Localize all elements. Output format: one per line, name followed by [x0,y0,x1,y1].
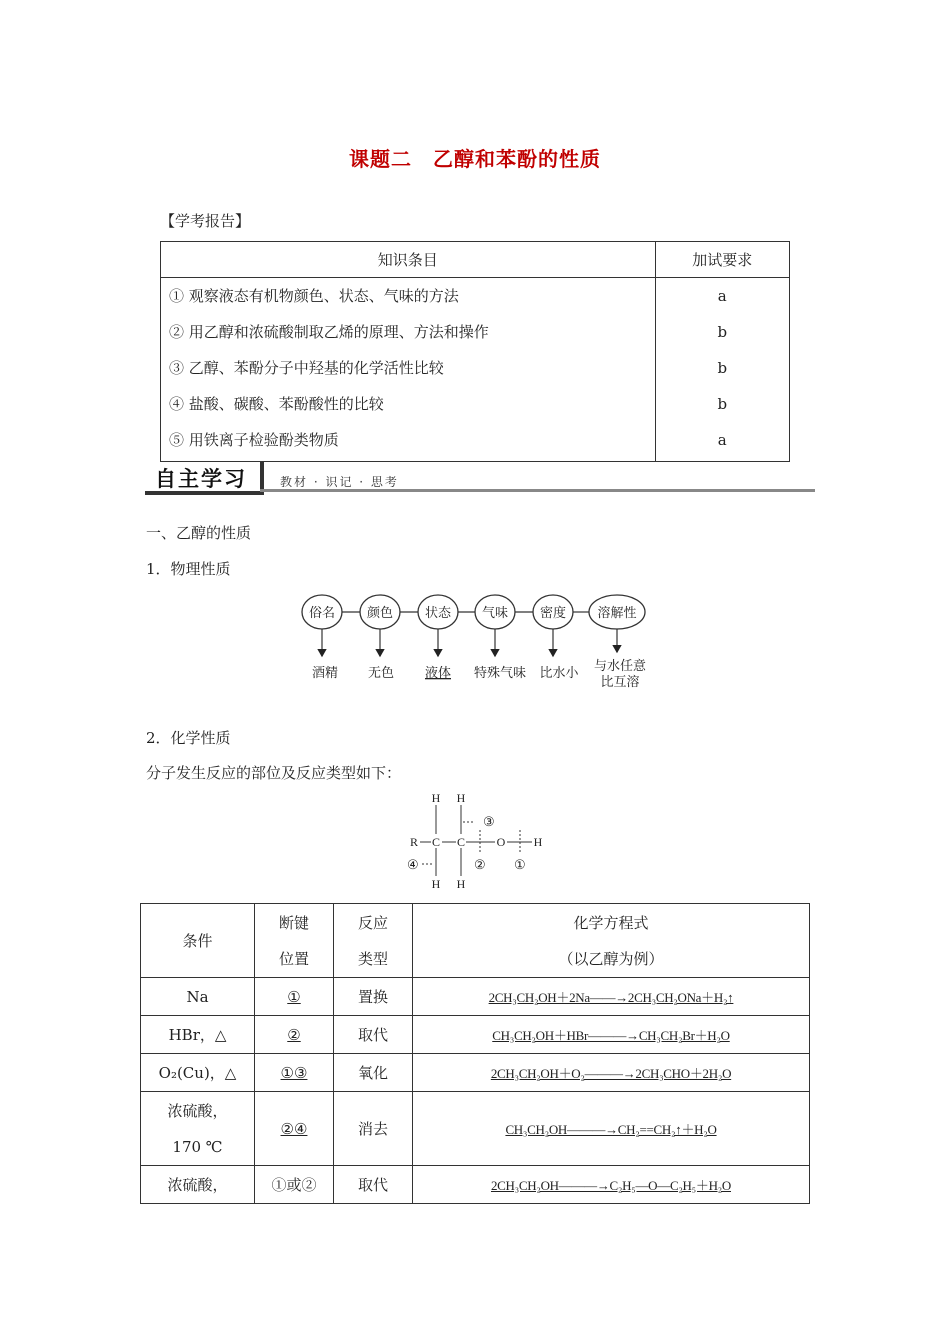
svg-text:密度: 密度 [539,606,567,621]
report-level: a [717,287,727,305]
chem-row [141,1092,810,1166]
chem-equation: CH₃CH₂OH＋HBr———→CH₃CH₂Br＋H₂O [413,1016,810,1054]
chem-type: 取代 [334,1016,413,1054]
atom-c: C [431,835,441,849]
report-level: b [717,323,728,341]
chem-condition: 浓硫酸， [141,1166,255,1204]
report-table [160,241,790,462]
heading-chemical-properties: 2．化学性质 [146,729,231,747]
chem-header-bond: 断键 位置 [255,904,334,978]
page-title: 课题二 乙醇和苯酚的性质 [349,147,601,171]
report-item: ② 用乙醇和浓硫酸制取乙烯的原理、方法和操作 [169,323,489,341]
chem-equation: 2CH₃CH₂OH＋O₂———→2CH₃CHO＋2H₂O [413,1054,810,1092]
report-level: b [717,359,728,377]
chem-bond: ① [255,978,334,1016]
chem-row [141,978,810,1016]
report-item: ① 观察液态有机物颜色、状态、气味的方法 [169,287,459,305]
chem-type: 取代 [334,1166,413,1204]
chem-condition: 浓硫酸， 170 ℃ [141,1092,255,1166]
section-header [145,461,815,496]
report-header-row [161,242,790,278]
chem-header-row [141,904,810,978]
chem-type: 置换 [334,978,413,1016]
value-solubility-line1: 与水任意 [593,659,647,674]
chem-row [141,1016,810,1054]
marker-4: ④ [407,857,419,872]
report-level: b [717,395,728,413]
report-body-row [161,278,790,462]
chem-condition: Na [141,978,255,1016]
value-state: 液体 [424,666,452,681]
atom-c: C [456,835,466,849]
report-header-item: 知识条目 [161,242,656,278]
chem-equation: 2CH₃CH₂OH———→C₂H₅—O—C₂H₅＋H₂O [413,1166,810,1204]
section-subtitle: 教材 · 识记 · 思考 [280,475,399,489]
chem-row [141,1054,810,1092]
marker-3: ③ [483,814,495,829]
chem-bond: ② [255,1016,334,1054]
atom-h: H [533,835,543,849]
value-common-name: 酒精 [311,666,339,681]
node-common-name [302,595,342,629]
physical-properties-diagram [295,590,655,695]
heading-ethanol-properties: 一、乙醇的性质 [146,524,252,542]
node-density [533,595,573,629]
atom-h: H [431,877,441,890]
node-state [418,595,458,629]
report-item: ⑤ 用铁离子检验酚类物质 [169,431,339,449]
section-title: 自主学习 [155,467,247,491]
report-levels-cell [655,278,789,462]
chem-equation: CH₃CH₂OH———→CH₂==CH₂↑＋H₂O [413,1092,810,1166]
marker-2: ② [474,857,486,872]
value-color: 无色 [367,666,395,681]
node-color [360,595,400,629]
chem-type: 氧化 [334,1054,413,1092]
svg-text:溶解性: 溶解性 [597,606,637,621]
report-level: a [717,431,727,449]
report-header-level: 加试要求 [655,242,789,278]
chem-bond: ②④ [255,1092,334,1166]
chem-condition: HBr，△ [141,1016,255,1054]
svg-text:颜色: 颜色 [366,606,394,621]
atom-r: R [409,835,419,849]
svg-text:气味: 气味 [481,606,509,621]
value-solubility-line2: 比互溶 [600,675,640,690]
chem-equation: 2CH₃CH₂OH＋2Na——→2CH₃CH₂ONa＋H₂↑ [413,978,810,1016]
atom-o: O [496,835,506,849]
ethanol-structure-diagram [400,790,560,890]
chem-header-condition: 条件 [141,904,255,978]
heading-physical-properties: 1．物理性质 [146,560,231,578]
node-solubility [589,595,645,629]
value-density: 比水小 [539,666,579,681]
value-odor: 特殊气味 [473,666,527,681]
report-item: ④ 盐酸、碳酸、苯酚酸性的比较 [169,395,384,413]
report-item: ③ 乙醇、苯酚分子中羟基的化学活性比较 [169,359,444,377]
chem-type: 消去 [334,1092,413,1166]
atom-h: H [456,877,466,890]
report-label: 【学考报告】 [160,212,251,230]
chem-condition: O₂(Cu)，△ [141,1054,255,1092]
marker-1: ① [514,857,526,872]
svg-text:状态: 状态 [424,606,452,621]
node-odor [475,595,515,629]
chem-header-equation: 化学方程式 （以乙醇为例） [413,904,810,978]
chem-row [141,1166,810,1204]
chem-bond: ①或② [255,1166,334,1204]
intro-text: 分子发生反应的部位及反应类型如下： [146,764,402,782]
atom-h: H [431,791,441,805]
report-items-cell [161,278,656,462]
arrows [322,629,617,656]
chemical-properties-table [140,903,810,1204]
svg-text:俗名: 俗名 [308,606,336,621]
chem-bond: ①③ [255,1054,334,1092]
atom-h: H [456,791,466,805]
chem-header-type: 反应 类型 [334,904,413,978]
